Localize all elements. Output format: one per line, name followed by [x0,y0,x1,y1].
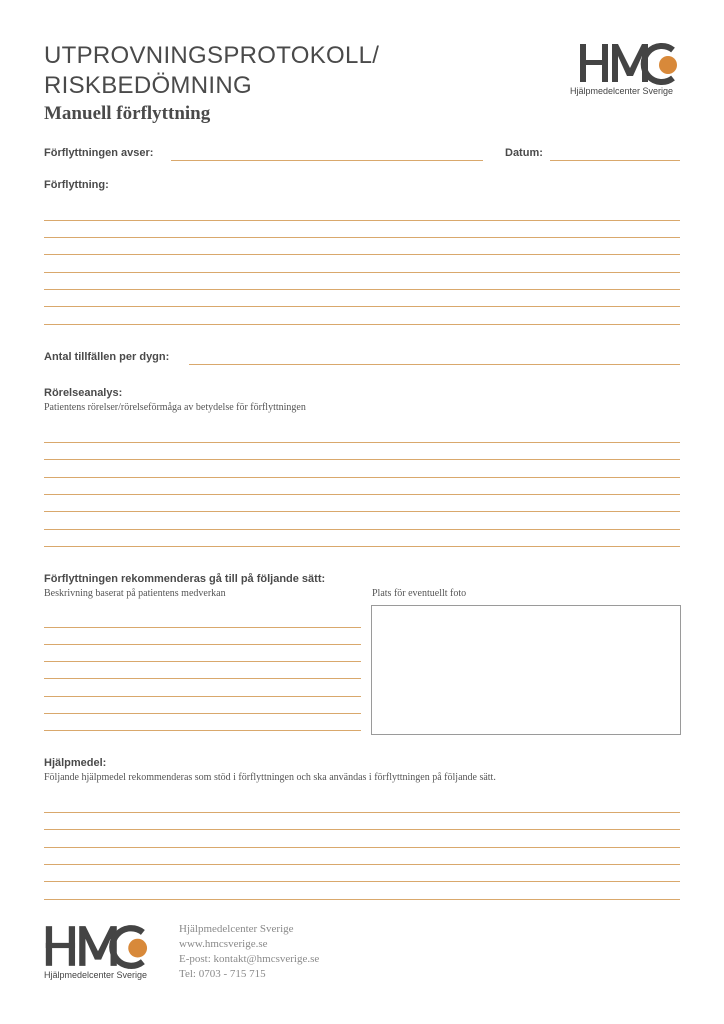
antal-label: Antal tillfällen per dygn: [44,351,170,363]
forflyttning-line[interactable] [44,237,680,238]
hjalpmedel-line[interactable] [44,864,680,865]
rekommenderas-line[interactable] [44,678,361,679]
forflyttning-line[interactable] [44,306,680,307]
rekommenderas-line[interactable] [44,627,361,628]
hmc-logo-top [570,40,682,100]
antal-line[interactable] [189,364,680,365]
rekommenderas-subtext: Beskrivning baserat på patientens medverkan [44,588,226,599]
hjalpmedel-line[interactable] [44,881,680,882]
footer-org: Hjälpmedelcenter Sverige [179,923,294,935]
forflyttning-label: Förflyttning: [44,179,109,191]
rorelse-line[interactable] [44,459,680,460]
hjalpmedel-line[interactable] [44,829,680,830]
datum-line[interactable] [550,160,680,161]
footer-email[interactable]: E-post: kontakt@hmcsverige.se [179,953,320,965]
title-line-1: UTPROVNINGSPROTOKOLL/ [44,42,380,69]
photo-placeholder-box[interactable] [371,605,681,735]
forflyttning-line[interactable] [44,289,680,290]
rekommenderas-line[interactable] [44,713,361,714]
hjalpmedel-subtext: Följande hjälpmedel rekommenderas som stöd i förflyttningen och ska användas i förflyttningen på följande sätt. [44,772,496,783]
rorelse-line[interactable] [44,511,680,512]
rorelse-line[interactable] [44,442,680,443]
rorelse-subtext: Patientens rörelser/rörelseförmåga av betydelse för förflyttningen [44,402,306,413]
hjalpmedel-line[interactable] [44,847,680,848]
rorelse-line[interactable] [44,546,680,547]
rorelse-label: Rörelseanalys: [44,387,123,399]
avser-label: Förflyttningen avser: [44,147,154,159]
foto-label: Plats för eventuellt foto [372,588,467,599]
hjalpmedel-line[interactable] [44,812,680,813]
footer-phone: Tel: 0703 - 715 715 [179,968,266,980]
rekommenderas-label: Förflyttningen rekommenderas gå till på följande sätt: [44,573,326,585]
hmc-logo-mark [42,922,154,970]
page-subtitle: Manuell förflyttning [44,103,211,124]
hmc-logo-mark [578,40,682,86]
datum-label: Datum: [505,147,543,159]
rekommenderas-line[interactable] [44,696,361,697]
forflyttning-line[interactable] [44,272,680,273]
rorelse-line[interactable] [44,477,680,478]
logo-tagline: Hjälpmedelcenter Sverige [44,970,148,980]
footer-web[interactable]: www.hmcsverige.se [179,938,268,950]
forflyttning-line[interactable] [44,324,680,325]
rorelse-line[interactable] [44,494,680,495]
rekommenderas-line[interactable] [44,644,361,645]
logo-tagline: Hjälpmedelcenter Sverige [570,86,674,96]
rekommenderas-line[interactable] [44,730,361,731]
forflyttning-line[interactable] [44,220,680,221]
footer-contact [179,922,319,982]
hjalpmedel-label: Hjälpmedel: [44,757,107,769]
rorelse-line[interactable] [44,529,680,530]
forflyttning-line[interactable] [44,254,680,255]
avser-line[interactable] [171,160,483,161]
hmc-logo-footer [42,922,158,984]
title-line-2: RISKBEDÖMNING [44,72,252,99]
hjalpmedel-line[interactable] [44,899,680,900]
rekommenderas-line[interactable] [44,661,361,662]
